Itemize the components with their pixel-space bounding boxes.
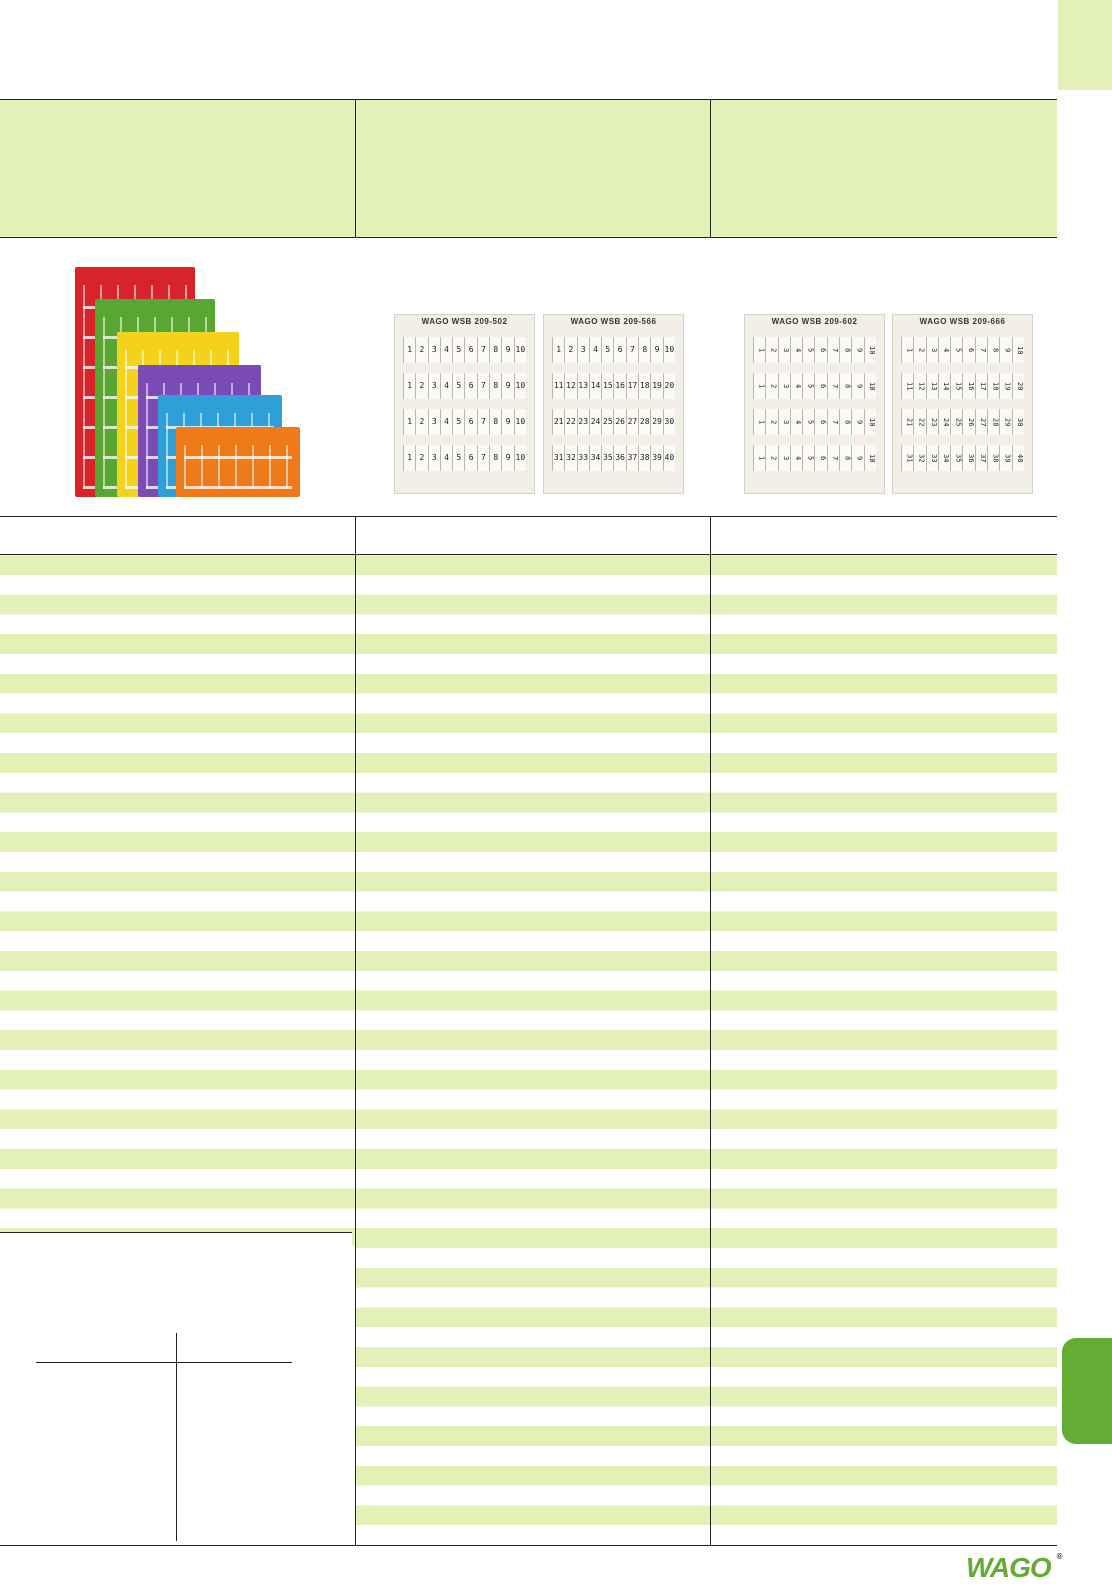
marker-label: 40 [1012,445,1024,471]
marker-label: 6 [464,337,476,363]
marker-label: 22 [913,409,925,435]
marker-label: 1 [403,337,415,363]
marker-label: 7 [827,373,839,399]
marker-label: 4 [440,373,452,399]
marker-label: 4 [440,445,452,471]
marker-label: 25 [950,409,962,435]
marker-label: 4 [790,337,802,363]
marker-label: 8 [638,337,650,363]
chapter-tab [1062,1338,1112,1444]
marker-label: 1 [403,445,415,471]
marker-label: 7 [975,337,987,363]
table-column-1-rows [0,555,355,1245]
marker-label: 38 [987,445,999,471]
marker-label: 28 [987,409,999,435]
marker-label: 1 [753,373,765,399]
marker-label: 3 [428,337,440,363]
marker-label: 5 [950,337,962,363]
marker-label: 7 [477,373,489,399]
marker-label: 9 [501,445,513,471]
card-row [552,409,675,435]
marker-label: 24 [938,409,950,435]
marker-label: 23 [926,409,938,435]
marker-label: 10 [864,409,876,435]
marker-label: 9 [851,373,863,399]
marker-label: 29 [650,409,662,435]
marker-label: 4 [790,445,802,471]
marker-label: 14 [938,373,950,399]
marker-label: 7 [827,337,839,363]
marker-label: 1 [901,337,913,363]
marker-label: 5 [601,337,613,363]
table-column-3-rows [711,555,1057,1545]
marker-label: 2 [765,409,777,435]
marker-label: 10 [514,445,526,471]
lower-left-panel [0,1232,352,1544]
marker-label: 34 [938,445,950,471]
marker-label: 1 [753,445,765,471]
marker-label: 5 [802,409,814,435]
marker-label: 2 [765,337,777,363]
card-row [901,445,1024,471]
inner-horizontal-line [36,1362,292,1363]
table-header [0,517,1057,555]
marker-label: 9 [851,445,863,471]
card-row [403,409,526,435]
marker-label: 3 [428,409,440,435]
marker-label: 10 [514,337,526,363]
marker-label: 7 [477,337,489,363]
marker-label: 26 [613,409,625,435]
marker-label: 2 [765,445,777,471]
marker-label: 18 [638,373,650,399]
marker-label: 15 [950,373,962,399]
marker-label: 8 [489,445,501,471]
marker-label: 9 [501,337,513,363]
marker-label: 28 [638,409,650,435]
marker-label: 8 [839,373,851,399]
marker-label: 3 [778,373,790,399]
marker-label: 2 [415,373,427,399]
marker-label: 3 [428,373,440,399]
marker-label: 6 [814,409,826,435]
marker-label: 13 [577,373,589,399]
marker-label: 32 [913,445,925,471]
header-divider-2 [710,100,711,237]
marker-label: 1 [753,337,765,363]
marker-label: 17 [626,373,638,399]
marker-label: 9 [650,337,662,363]
marker-card-1 [394,314,535,494]
marker-label: 17 [975,373,987,399]
marker-label: 11 [901,373,913,399]
marker-label: 3 [428,445,440,471]
card-title: WAGO WSB 209-666 [919,317,1006,326]
marker-label: 34 [589,445,601,471]
marker-label: 24 [589,409,601,435]
marker-label: 33 [577,445,589,471]
marker-label: 29 [999,409,1011,435]
marker-label: 2 [415,409,427,435]
marker-label: 6 [613,337,625,363]
marker-label: 37 [975,445,987,471]
marker-label: 3 [778,337,790,363]
marker-label: 12 [564,373,576,399]
marker-label: 4 [790,373,802,399]
marker-label: 36 [962,445,974,471]
card-row [403,445,526,471]
marker-label: 19 [650,373,662,399]
marker-label: 32 [564,445,576,471]
marker-label: 3 [778,445,790,471]
card-row [552,337,675,363]
marker-label: 30 [663,409,675,435]
marker-label: 6 [464,409,476,435]
marker-label: 10 [1012,337,1024,363]
marker-label: 3 [926,337,938,363]
header-divider-1 [355,100,356,237]
table-divider-1 [355,517,356,1545]
card-row [403,337,526,363]
marker-label: 26 [962,409,974,435]
marker-label: 9 [501,373,513,399]
marker-label: 4 [938,337,950,363]
marker-label: 6 [814,373,826,399]
marker-label: 2 [415,337,427,363]
marker-label: 40 [663,445,675,471]
marker-label: 5 [802,445,814,471]
marker-label: 1 [403,373,415,399]
marker-label: 36 [613,445,625,471]
header-band [0,99,1057,238]
inner-vertical-line [176,1333,177,1541]
marker-card-4 [892,314,1033,494]
marker-label: 7 [827,445,839,471]
marker-label: 1 [753,409,765,435]
marker-card-2 [543,314,684,494]
table-divider-2 [710,517,711,1545]
card-row [552,373,675,399]
marker-label: 31 [552,445,564,471]
marker-label: 7 [626,337,638,363]
marker-label: 10 [514,409,526,435]
table-column-2-rows [356,555,710,1545]
logo-text: WAGO [966,1552,1051,1583]
card-row [753,373,876,399]
marker-label: 10 [864,337,876,363]
marker-label: 38 [638,445,650,471]
marker-label: 39 [650,445,662,471]
marker-label: 10 [514,373,526,399]
card-row [901,409,1024,435]
marker-label: 5 [452,337,464,363]
card-row [753,337,876,363]
marker-label: 5 [802,373,814,399]
marker-label: 4 [589,337,601,363]
marker-label: 7 [827,409,839,435]
marker-label: 6 [814,445,826,471]
marker-label: 2 [913,337,925,363]
wago-logo [966,1552,1062,1584]
marker-label: 9 [851,337,863,363]
marker-label: 25 [601,409,613,435]
card-title: WAGO WSB 209-566 [570,317,657,326]
marker-label: 3 [577,337,589,363]
marker-label: 4 [440,409,452,435]
marker-label: 33 [926,445,938,471]
marker-label: 9 [851,409,863,435]
marker-label: 15 [601,373,613,399]
section-tab-top [1058,0,1112,90]
marker-label: 4 [440,337,452,363]
marker-label: 6 [464,445,476,471]
marker-label: 11 [552,373,564,399]
card-row [403,373,526,399]
marker-label: 18 [987,373,999,399]
marker-label: 10 [864,373,876,399]
marker-label: 5 [452,373,464,399]
card-row [753,409,876,435]
marker-label: 37 [626,445,638,471]
marker-card-3 [744,314,885,494]
marker-label: 8 [489,337,501,363]
marker-label: 6 [962,337,974,363]
marker-label: 27 [975,409,987,435]
marker-label: 35 [950,445,962,471]
card-title: WAGO WSB 209-502 [421,317,508,326]
marker-label: 8 [987,337,999,363]
card-row [901,373,1024,399]
marker-label: 2 [564,337,576,363]
marker-label: 8 [489,373,501,399]
marker-label: 10 [864,445,876,471]
marker-label: 39 [999,445,1011,471]
marker-label: 9 [501,409,513,435]
marker-label: 13 [926,373,938,399]
marker-label: 1 [552,337,564,363]
marker-label: 22 [564,409,576,435]
marker-label: 23 [577,409,589,435]
marker-label: 5 [452,409,464,435]
marker-label: 16 [962,373,974,399]
marker-label: 2 [765,373,777,399]
marker-cards-image [0,262,1057,498]
marker-label: 4 [790,409,802,435]
marker-label: 8 [839,445,851,471]
marker-label: 20 [1012,373,1024,399]
marker-label: 8 [839,409,851,435]
marker-label: 9 [999,337,1011,363]
marker-label: 21 [901,409,913,435]
marker-label: 7 [477,409,489,435]
card-title: WAGO WSB 209-602 [771,317,858,326]
marker-label: 10 [663,337,675,363]
marker-label: 3 [778,409,790,435]
marker-label: 6 [814,337,826,363]
marker-label: 6 [464,373,476,399]
card-row [552,445,675,471]
marker-label: 35 [601,445,613,471]
marker-label: 8 [489,409,501,435]
marker-label: 16 [613,373,625,399]
marker-label: 1 [403,409,415,435]
marker-label: 7 [477,445,489,471]
marker-label: 20 [663,373,675,399]
marker-label: 2 [415,445,427,471]
marker-label: 31 [901,445,913,471]
marker-label: 5 [802,337,814,363]
marker-label: 12 [913,373,925,399]
marker-label: 8 [839,337,851,363]
card-row [753,445,876,471]
marker-label: 14 [589,373,601,399]
marker-label: 21 [552,409,564,435]
card-row [901,337,1024,363]
marker-label: 30 [1012,409,1024,435]
marker-label: 19 [999,373,1011,399]
marker-label: 27 [626,409,638,435]
registered-mark: ® [1056,1552,1062,1561]
marker-label: 5 [452,445,464,471]
